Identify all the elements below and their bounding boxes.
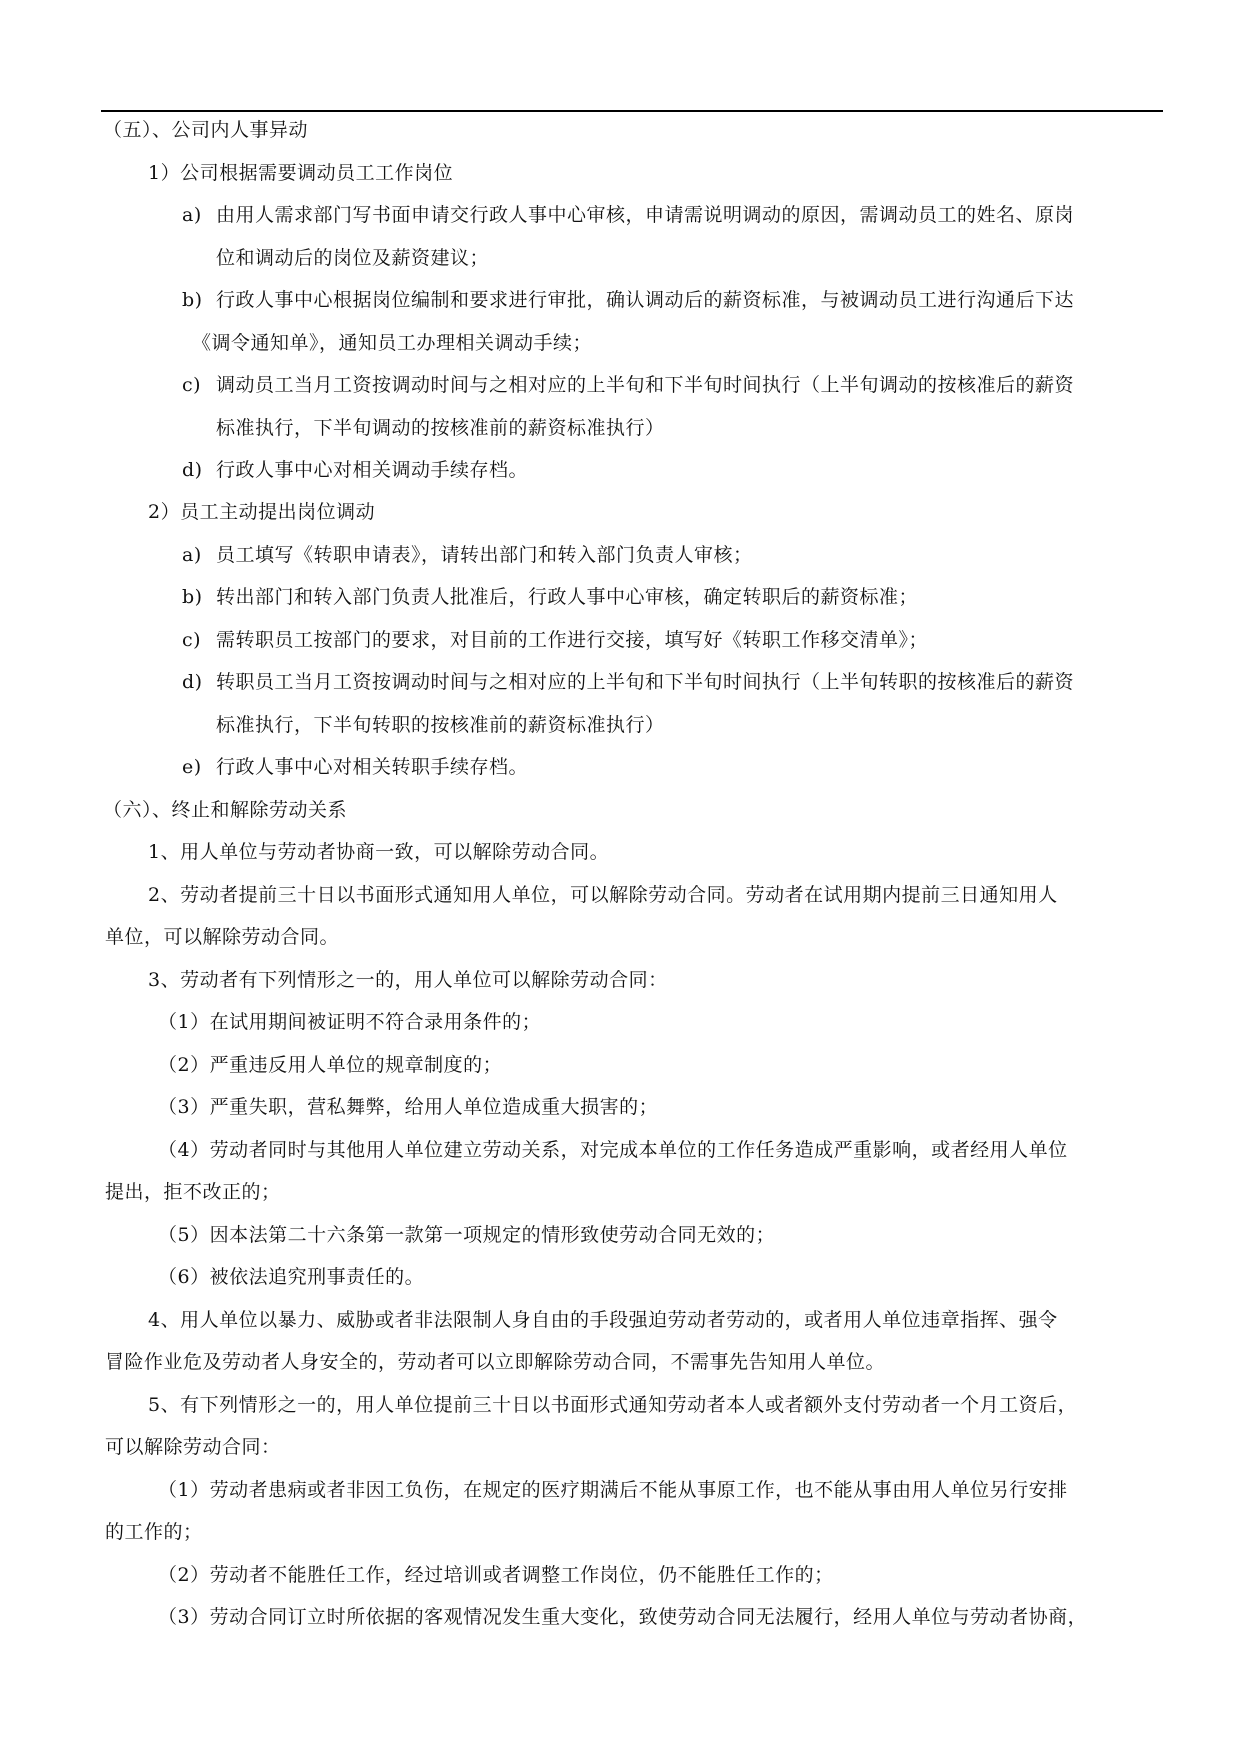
clause-line: （2）劳动者不能胜任工作，经过培训或者调整工作岗位，仍不能胜任工作的； [158, 1564, 834, 1586]
item-text-line: 员工填写《转职申请表》，请转出部门和转入部门负责人审核； [216, 544, 753, 566]
clause-line: （3）严重失职，营私舞弊，给用人单位造成重大损害的； [158, 1096, 659, 1118]
item-marker-e: e) [182, 756, 202, 778]
paragraph-line: 1、用人单位与劳动者协商一致，可以解除劳动合同。 [148, 841, 610, 863]
paragraph-line: 5、有下列情形之一的，用人单位提前三十日以书面形式通知劳动者本人或者额外支付劳动者一个月工资后， [148, 1394, 1078, 1416]
item-text-line: 行政人事中心对相关转职手续存档。 [216, 756, 529, 778]
item-text-line: 标准执行，下半旬转职的按核准前的薪资标准执行） [216, 714, 665, 736]
subsection-title-2: 2）员工主动提出岗位调动 [148, 501, 376, 523]
header-rule [101, 110, 1163, 112]
item-marker-c: c) [182, 629, 202, 651]
paragraph-line: 3、劳动者有下列情形之一的，用人单位可以解除劳动合同： [148, 969, 668, 991]
item-text-line: 由用人需求部门写书面申请交行政人事中心审核，申请需说明调动的原因，需调动员工的姓名、原岗 [216, 204, 1075, 226]
clause-line: （6）被依法追究刑事责任的。 [158, 1266, 425, 1288]
item-text-line: 行政人事中心根据岗位编制和要求进行审批，确认调动后的薪资标准，与被调动员工进行沟通后下达 [216, 289, 1075, 311]
item-text-line: 需转职员工按部门的要求，对目前的工作进行交接，填写好《转职工作移交清单》； [216, 629, 929, 651]
item-text-line: 转职员工当月工资按调动时间与之相对应的上半旬和下半旬时间执行（上半旬转职的按核准后的薪资 [216, 671, 1075, 693]
item-text-line: 转出部门和转入部门负责人批准后，行政人事中心审核，确定转职后的薪资标准； [216, 586, 919, 608]
item-text-line: 位和调动后的岗位及薪资建议； [216, 247, 490, 269]
item-text-line: 调动员工当月工资按调动时间与之相对应的上半旬和下半旬时间执行（上半旬调动的按核准后的薪资 [216, 374, 1075, 396]
item-marker-d: d) [182, 671, 203, 693]
clause-line: （1）在试用期间被证明不符合录用条件的； [158, 1011, 542, 1033]
clause-line: 的工作的； [105, 1521, 203, 1543]
clause-line: （5）因本法第二十六条第一款第一项规定的情形致使劳动合同无效的； [158, 1224, 776, 1246]
clause-line: （4）劳动者同时与其他用人单位建立劳动关系，对完成本单位的工作任务造成严重影响，或者经用人单位 [158, 1139, 1068, 1161]
item-marker-c: c) [182, 374, 202, 396]
section-heading-five: （五）、公司内人事异动 [103, 119, 309, 141]
clause-line: （2）严重违反用人单位的规章制度的； [158, 1054, 503, 1076]
clause-line: （3）劳动合同订立时所依据的客观情况发生重大变化，致使劳动合同无法履行，经用人单位与劳动者协商， [158, 1606, 1088, 1628]
item-text-line: 标准执行，下半旬调动的按核准前的薪资标准执行） [216, 417, 665, 439]
item-marker-d: d) [182, 459, 203, 481]
item-marker-a: a) [182, 204, 202, 226]
item-marker-b: b) [182, 586, 203, 608]
paragraph-line: 4、用人单位以暴力、威胁或者非法限制人身自由的手段强迫劳动者劳动的，或者用人单位违章指挥、强令 [148, 1309, 1058, 1331]
paragraph-line: 2、劳动者提前三十日以书面形式通知用人单位，可以解除劳动合同。劳动者在试用期内提前三日通知用人 [148, 884, 1058, 906]
paragraph-line: 单位，可以解除劳动合同。 [105, 926, 340, 948]
item-text-line: 行政人事中心对相关调动手续存档。 [216, 459, 529, 481]
subsection-title-1: 1）公司根据需要调动员工工作岗位 [148, 162, 454, 184]
paragraph-line: 冒险作业危及劳动者人身安全的，劳动者可以立即解除劳动合同，不需事先告知用人单位。 [105, 1351, 886, 1373]
item-marker-b: b) [182, 289, 203, 311]
clause-line: 提出，拒不改正的； [105, 1181, 281, 1203]
item-text-line: 《调令通知单》，通知员工办理相关调动手续； [192, 332, 593, 354]
paragraph-line: 可以解除劳动合同： [105, 1436, 281, 1458]
item-marker-a: a) [182, 544, 202, 566]
section-heading-six: （六）、终止和解除劳动关系 [103, 799, 348, 821]
clause-line: （1）劳动者患病或者非因工负伤，在规定的医疗期满后不能从事原工作，也不能从事由用人单位另行安排 [158, 1479, 1068, 1501]
